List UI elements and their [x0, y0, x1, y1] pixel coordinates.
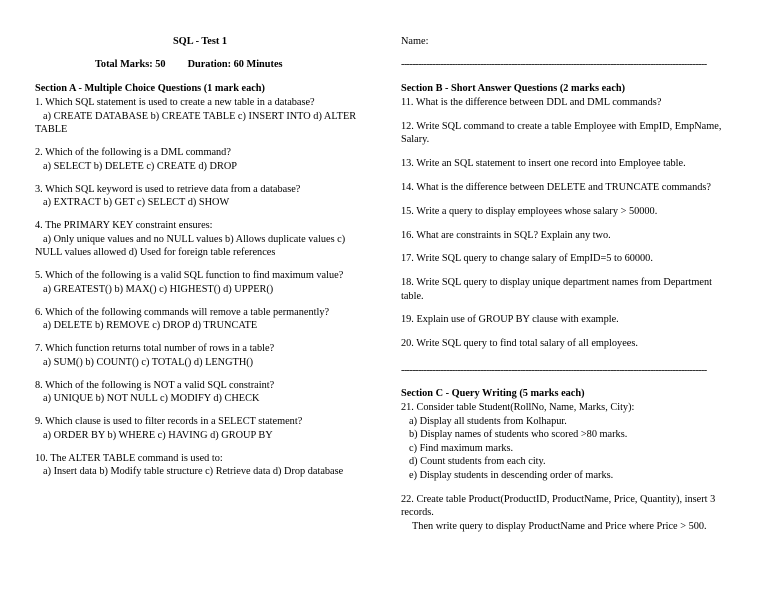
- question-5: 5. Which of the following is a valid SQL function to find maximum value? a) GREATEST() b) MAX() c) HIGHEST() d) UPPER(): [35, 269, 360, 296]
- question-options: a) SUM() b) COUNT() c) TOTAL() d) LENGTH(): [43, 356, 254, 368]
- question-13: 13. Write an SQL statement to insert one record into Employee table.: [401, 158, 686, 170]
- question-1: 1. Which SQL statement is used to create a new table in a database? a) CREATE DATABASE b) CREATE TABLE c) INSERT INTO d) ALTER TABLE: [35, 96, 360, 137]
- section-c-questions: [401, 401, 736, 533]
- sub-question: d) Count students from each city.: [409, 456, 546, 468]
- question-22-continuation: Then write query to display ProductName and Price where Price > 500.: [412, 520, 707, 532]
- section-c-heading: Section C - Query Writing (5 marks each): [401, 388, 585, 399]
- name-label: Name:: [401, 36, 429, 47]
- question-8: 8. Which of the following is NOT a valid SQL constraint? a) UNIQUE b) NOT NULL c) MODIFY d) CHECK: [35, 379, 360, 406]
- section-b-questions: [401, 96, 733, 351]
- test-title: SQL - Test 1: [172, 36, 228, 47]
- sub-question: a) Display all students from Kolhapur.: [409, 415, 567, 427]
- question-12: 12. Write SQL command to create a table Employee with EmpID, EmpName, Salary.: [401, 120, 722, 146]
- question-17: 17. Write SQL query to change salary of EmpID=5 to 60000.: [401, 253, 653, 265]
- separator-line: ------------------------------------------------------------------------------------------------------------: [401, 59, 707, 70]
- sub-question: c) Find maximum marks.: [409, 442, 514, 454]
- question-22: 22. Create table Product(ProductID, ProductName, Price, Quantity), insert 3 records. Then write query to display ProductName and Price where Price > 500.: [401, 493, 736, 534]
- question-21: 21. Consider table Student(RollNo, Name, Marks, City): a) Display all students from Kolhapur. b) Display names of students who scored >80 marks. c) Find maximum marks. d) Count students from each city. e) Display students in descending order of marks.: [401, 401, 736, 483]
- question-18: 18. Write SQL query to display unique department names from Department table.: [401, 277, 712, 302]
- total-marks: Total Marks: 50: [95, 59, 166, 70]
- question-10: 10. The ALTER TABLE command is used to: a) Insert data b) Modify table structure c) Retrieve data d) Drop database: [35, 452, 360, 479]
- question-2: 2. Which of the following is a DML command? a) SELECT b) DELETE c) CREATE d) DROP: [35, 146, 360, 173]
- question-options: a) Only unique values and no NULL values b) Allows duplicate values c) NULL values allowed d) Used for foreign table references: [35, 233, 346, 259]
- question-19: 19. Explain use of GROUP BY clause with example.: [401, 314, 619, 326]
- question-options: a) GREATEST() b) MAX() c) HIGHEST() d) UPPER(): [43, 283, 274, 295]
- question-options: a) CREATE DATABASE b) CREATE TABLE c) INSERT INTO d) ALTER TABLE: [35, 110, 357, 136]
- question-options: a) Insert data b) Modify table structure c) Retrieve data d) Drop database: [43, 466, 344, 478]
- question-options: a) EXTRACT b) GET c) SELECT d) SHOW: [43, 197, 230, 209]
- sub-question: e) Display students in descending order of marks.: [409, 469, 614, 481]
- section-a-heading: Section A - Multiple Choice Questions (1 mark each): [35, 83, 265, 94]
- question-11: 11. What is the difference between DDL and DML commands?: [401, 97, 662, 108]
- question-4: 4. The PRIMARY KEY constraint ensures: a) Only unique values and no NULL values b) Allows duplicate values c) NULL values allowed d) Used for foreign table references: [35, 219, 360, 260]
- section-b-heading: Section B - Short Answer Questions (2 marks each): [401, 83, 626, 94]
- section-a-questions: [35, 96, 360, 479]
- question-6: 6. Which of the following commands will remove a table permanently? a) DELETE b) REMOVE c) DROP d) TRUNCATE: [35, 306, 360, 333]
- sub-question: b) Display names of students who scored >80 marks.: [409, 429, 628, 441]
- marks-duration-line: [95, 58, 365, 72]
- question-9: 9. Which clause is used to filter records in a SELECT statement? a) ORDER BY b) WHERE c) HAVING d) GROUP BY: [35, 415, 360, 442]
- question-options: a) DELETE b) REMOVE c) DROP d) TRUNCATE: [43, 320, 258, 332]
- question-14: 14. What is the difference between DELETE and TRUNCATE commands?: [401, 181, 711, 193]
- question-20: 20. Write SQL query to find total salary of all employees.: [401, 338, 638, 350]
- question-15: 15. Write a query to display employees whose salary > 50000.: [401, 205, 658, 217]
- separator-line: ------------------------------------------------------------------------------------------------------------: [401, 365, 707, 376]
- question-options: a) UNIQUE b) NOT NULL c) MODIFY d) CHECK: [43, 393, 260, 405]
- question-options: a) ORDER BY b) WHERE c) HAVING d) GROUP BY: [43, 429, 273, 441]
- duration: Duration: 60 Minutes: [187, 59, 283, 70]
- question-3: 3. Which SQL keyword is used to retrieve data from a database? a) EXTRACT b) GET c) SELECT d) SHOW: [35, 183, 360, 210]
- question-options: a) SELECT b) DELETE c) CREATE d) DROP: [43, 160, 237, 172]
- question-16: 16. What are constraints in SQL? Explain any two.: [401, 229, 611, 241]
- question-7: 7. Which function returns total number of rows in a table? a) SUM() b) COUNT() c) TOTAL() d) LENGTH(): [35, 342, 360, 369]
